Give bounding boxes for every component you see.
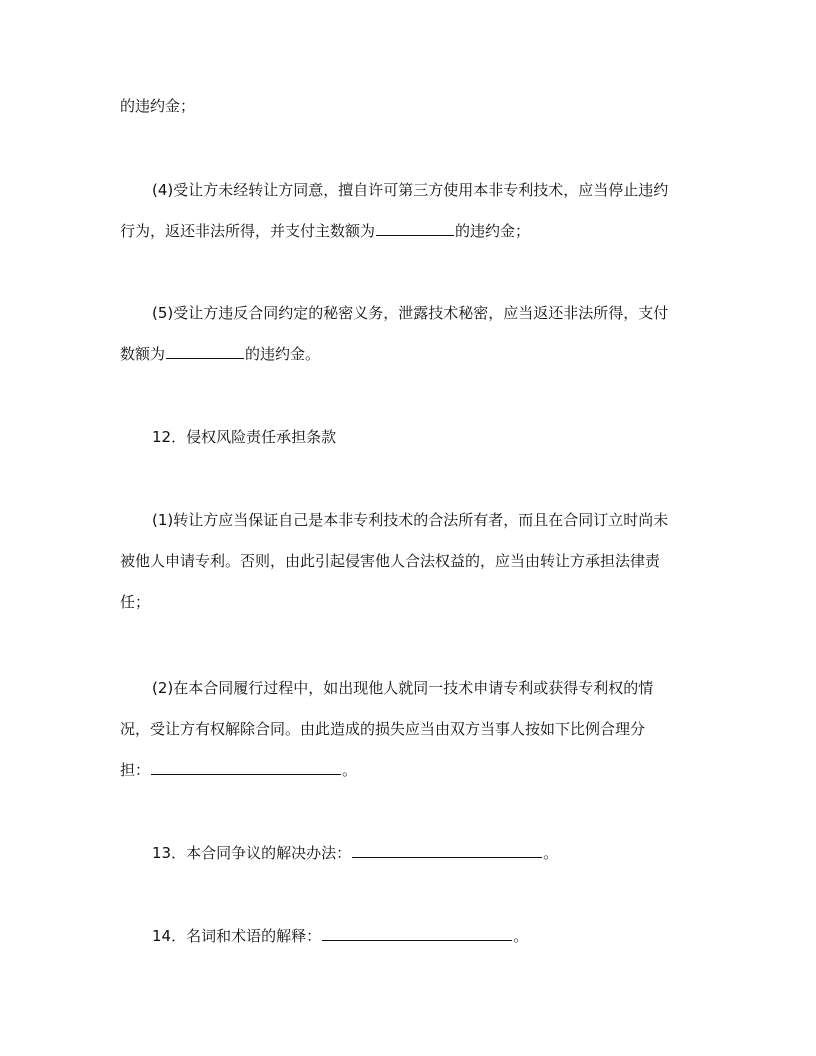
fill-in-blank (352, 843, 542, 858)
line-text: (4)受让方未经转让方同意，擅自许可第三方使用本非专利技术，应当停止违约 (152, 181, 669, 199)
text-line (120, 96, 195, 116)
line-text: 。 (543, 844, 559, 862)
line-text: (1)转让方应当保证自己是本非专利技术的合法所有者，而且在合同订立时尚未 (152, 511, 669, 529)
clause-12-1-line-3 (120, 592, 150, 612)
line-text: 行为，返还非法所得，并支付主数额为 (120, 222, 376, 240)
clause-12-1-line-2 (120, 551, 660, 571)
clause-12-1-line-1 (152, 510, 668, 530)
line-text: 况，受让方有权解除合同。由此造成的损失应当由双方当事人按如下比例合理分 (120, 720, 646, 738)
line-text: 的违约金。 (245, 345, 321, 363)
clause-4-line-1 (152, 180, 668, 200)
line-text: 的违约金； (455, 222, 531, 240)
line-text: (2)在本合同履行过程中，如出现他人就同一技术申请专利或获得专利权的情 (152, 679, 654, 697)
line-text: 13．本合同争议的解决办法： (152, 844, 352, 862)
line-text: 。 (342, 761, 358, 779)
clause-5-line-1 (152, 303, 668, 323)
clause-12-2-line-1 (152, 678, 653, 698)
clause-4-line-2 (120, 221, 530, 241)
line-text: 14．名词和术语的解释： (152, 927, 322, 945)
line-text: 被他人申请专利。否则，由此引起侵害他人合法权益的，应当由转让方承担法律责 (120, 552, 661, 570)
line-text: (5)受让方违反合同约定的秘密义务，泄露技术秘密，应当返还非法所得，支付 (152, 304, 669, 322)
clause-12-2-line-3 (120, 760, 357, 780)
line-text: 12．侵权风险责任承担条款 (152, 428, 337, 446)
fill-in-blank (322, 926, 512, 941)
section-12-heading (152, 427, 336, 447)
line-text: 任； (120, 593, 151, 611)
fill-in-blank (151, 760, 341, 775)
fill-in-blank (376, 221, 454, 236)
section-14-line (152, 926, 528, 946)
line-text: 。 (513, 927, 529, 945)
line-text: 数额为 (120, 345, 166, 363)
clause-12-2-line-2 (120, 719, 645, 739)
clause-5-line-2 (120, 344, 320, 364)
fill-in-blank (166, 344, 244, 359)
line-text: 担： (120, 761, 151, 779)
line-text: 的违约金； (120, 97, 196, 115)
section-13-line (152, 843, 558, 863)
